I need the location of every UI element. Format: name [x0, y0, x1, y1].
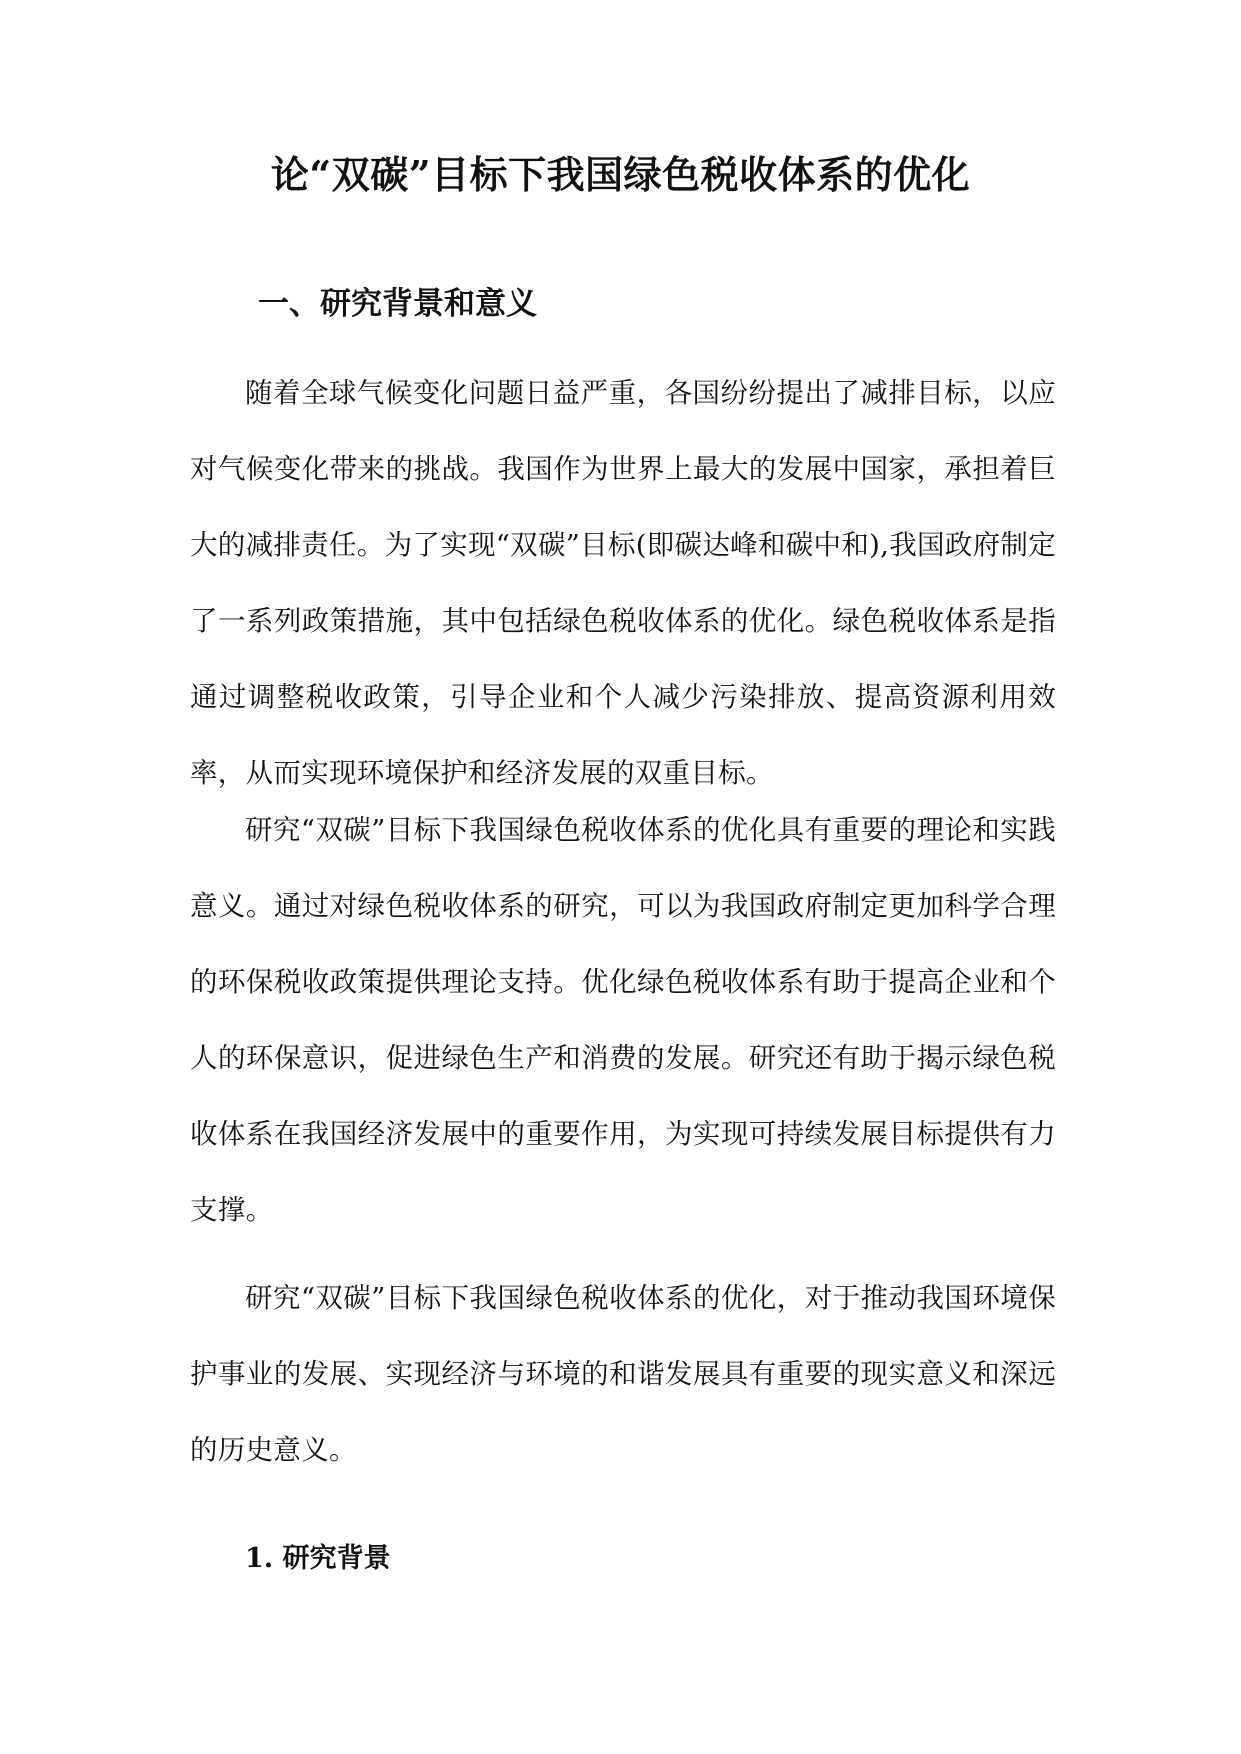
paragraph-1: 随着全球气候变化问题日益严重，各国纷纷提出了减排目标，以应对气候变化带来的挑战。我国作为世界上最大的发展中国家，承担着巨大的减排责任。为了实现“双碳”目标(即碳达峰和碳中和),我国政府制定了一系列政策措施，其中包括绿色税收体系的优化。绿色税收体系是指通过调整税收政策，引导企业和个人减少污染排放、提高资源利用效率，从而实现环境保护和经济发展的双重目标。: [190, 377, 1057, 789]
paragraph-2: 研究“双碳”目标下我国绿色税收体系的优化具有重要的理论和实践意义。通过对绿色税收体系的研究，可以为我国政府制定更加科学合理的环保税收政策提供理论支持。优化绿色税收体系有助于提高企业和个人的环保意识，促进绿色生产和消费的发展。研究还有助于揭示绿色税收体系在我国经济发展中的重要作用，为实现可持续发展目标提供有力支撑。: [190, 814, 1056, 1226]
paragraph-3: 研究“双碳”目标下我国绿色税收体系的优化，对于推动我国环境保护事业的发展、实现经济与环境的和谐发展具有重要的现实意义和深远的历史意义。: [190, 1282, 1056, 1466]
sub-heading: 1. 研究背景: [245, 1543, 391, 1574]
document-title: 论“双碳”目标下我国绿色税收体系的优化: [270, 152, 971, 197]
section-heading: 一、研究背景和意义: [258, 286, 537, 322]
